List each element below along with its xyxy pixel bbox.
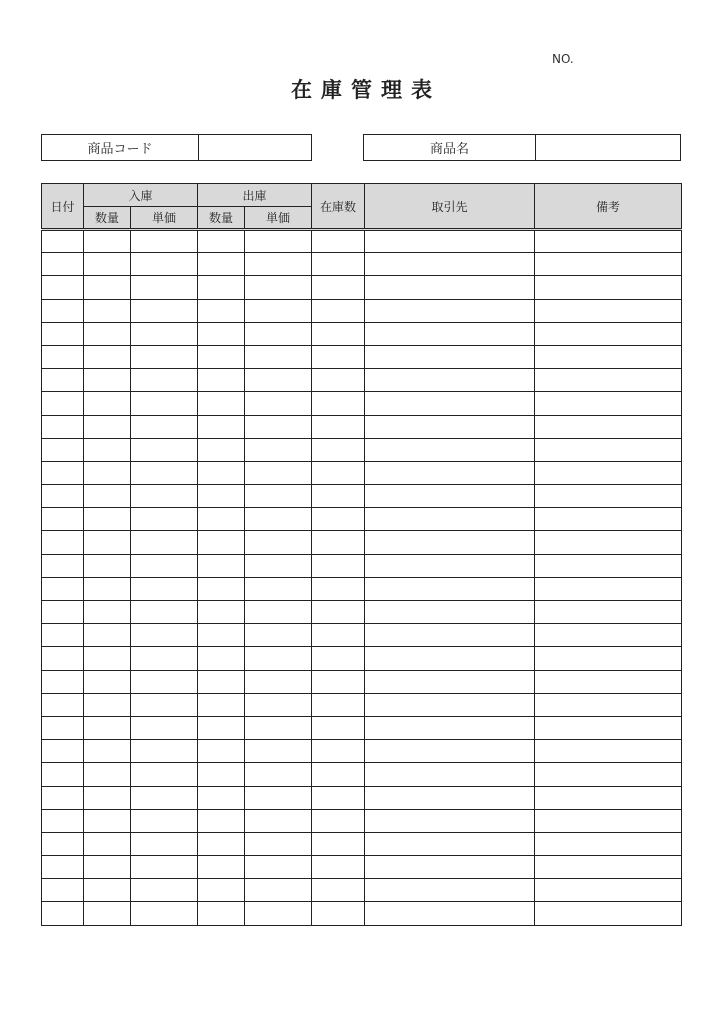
product-code-box [41,134,312,161]
cell-note[interactable] [535,230,682,253]
cell-note[interactable] [535,809,682,832]
cell-in-qty[interactable] [84,438,131,461]
cell-stock[interactable] [312,856,365,879]
cell-in-qty[interactable] [84,624,131,647]
cell-in-qty[interactable] [84,740,131,763]
cell-note[interactable] [535,879,682,902]
cell-stock[interactable] [312,253,365,276]
cell-out-price[interactable] [245,693,312,716]
cell-client[interactable] [365,670,535,693]
cell-client[interactable] [365,438,535,461]
table-row [42,670,682,693]
cell-in-qty[interactable] [84,601,131,624]
cell-client[interactable] [365,508,535,531]
cell-date[interactable] [42,624,84,647]
cell-in-qty[interactable] [84,461,131,484]
cell-client[interactable] [365,763,535,786]
cell-in-qty[interactable] [84,230,131,253]
cell-note[interactable] [535,299,682,322]
cell-out-qty[interactable] [198,554,245,577]
cell-in-price[interactable] [131,693,198,716]
cell-out-qty[interactable] [198,508,245,531]
cell-note[interactable] [535,508,682,531]
cell-in-qty[interactable] [84,554,131,577]
cell-date[interactable] [42,276,84,299]
cell-out-qty[interactable] [198,322,245,345]
cell-in-price[interactable] [131,253,198,276]
cell-out-price[interactable] [245,276,312,299]
cell-out-qty[interactable] [198,438,245,461]
cell-stock[interactable] [312,740,365,763]
cell-date[interactable] [42,554,84,577]
cell-date[interactable] [42,763,84,786]
table-row [42,554,682,577]
cell-out-qty[interactable] [198,392,245,415]
cell-date[interactable] [42,345,84,368]
cell-note[interactable] [535,485,682,508]
cell-out-price[interactable] [245,577,312,600]
cell-in-price[interactable] [131,276,198,299]
cell-in-qty[interactable] [84,763,131,786]
cell-out-qty[interactable] [198,345,245,368]
cell-client[interactable] [365,369,535,392]
cell-out-price[interactable] [245,253,312,276]
cell-client[interactable] [365,786,535,809]
cell-date[interactable] [42,879,84,902]
cell-note[interactable] [535,647,682,670]
cell-in-price[interactable] [131,392,198,415]
table-row [42,531,682,554]
table-row [42,832,682,855]
cell-date[interactable] [42,461,84,484]
cell-date[interactable] [42,485,84,508]
cell-in-price[interactable] [131,601,198,624]
cell-note[interactable] [535,601,682,624]
table-row [42,624,682,647]
cell-out-qty[interactable] [198,809,245,832]
cell-in-price[interactable] [131,809,198,832]
cell-out-qty[interactable] [198,276,245,299]
cell-in-price[interactable] [131,508,198,531]
cell-in-price[interactable] [131,902,198,925]
cell-client[interactable] [365,276,535,299]
cell-out-qty[interactable] [198,485,245,508]
cell-out-price[interactable] [245,299,312,322]
cell-out-qty[interactable] [198,369,245,392]
product-name-label: 商品名 [364,135,536,160]
cell-out-price[interactable] [245,461,312,484]
cell-out-price[interactable] [245,392,312,415]
cell-in-price[interactable] [131,624,198,647]
cell-out-price[interactable] [245,647,312,670]
table-row [42,647,682,670]
cell-in-price[interactable] [131,670,198,693]
cell-date[interactable] [42,693,84,716]
cell-stock[interactable] [312,322,365,345]
cell-client[interactable] [365,253,535,276]
cell-date[interactable] [42,438,84,461]
cell-note[interactable] [535,345,682,368]
cell-client[interactable] [365,856,535,879]
cell-stock[interactable] [312,461,365,484]
cell-in-qty[interactable] [84,693,131,716]
cell-in-qty[interactable] [84,345,131,368]
cell-out-qty[interactable] [198,879,245,902]
cell-out-price[interactable] [245,485,312,508]
cell-out-qty[interactable] [198,740,245,763]
cell-date[interactable] [42,809,84,832]
header-in-qty: 数量 [84,207,131,230]
cell-out-qty[interactable] [198,693,245,716]
cell-in-qty[interactable] [84,299,131,322]
cell-date[interactable] [42,786,84,809]
cell-in-qty[interactable] [84,276,131,299]
cell-out-price[interactable] [245,554,312,577]
cell-in-qty[interactable] [84,485,131,508]
cell-stock[interactable] [312,902,365,925]
cell-out-price[interactable] [245,809,312,832]
table-row [42,438,682,461]
cell-out-price[interactable] [245,716,312,739]
cell-in-qty[interactable] [84,647,131,670]
table-row [42,299,682,322]
cell-date[interactable] [42,832,84,855]
cell-in-price[interactable] [131,438,198,461]
table-row [42,577,682,600]
cell-in-price[interactable] [131,461,198,484]
cell-out-price[interactable] [245,322,312,345]
header-stock-count: 在庫数 [312,184,365,230]
cell-client[interactable] [365,345,535,368]
cell-date[interactable] [42,856,84,879]
cell-note[interactable] [535,438,682,461]
table-row [42,322,682,345]
cell-client[interactable] [365,392,535,415]
cell-in-qty[interactable] [84,902,131,925]
page-title: 在庫管理表 [291,78,441,102]
cell-note[interactable] [535,577,682,600]
product-name-box [363,134,681,161]
cell-note[interactable] [535,322,682,345]
table-row [42,461,682,484]
cell-note[interactable] [535,624,682,647]
cell-in-qty[interactable] [84,809,131,832]
cell-in-qty[interactable] [84,786,131,809]
cell-out-price[interactable] [245,832,312,855]
cell-stock[interactable] [312,392,365,415]
cell-note[interactable] [535,253,682,276]
cell-out-price[interactable] [245,786,312,809]
cell-out-price[interactable] [245,508,312,531]
cell-out-price[interactable] [245,670,312,693]
cell-client[interactable] [365,554,535,577]
cell-in-price[interactable] [131,786,198,809]
cell-client[interactable] [365,461,535,484]
cell-date[interactable] [42,392,84,415]
cell-note[interactable] [535,740,682,763]
table-row [42,902,682,925]
table-row [42,392,682,415]
cell-date[interactable] [42,670,84,693]
cell-in-price[interactable] [131,647,198,670]
cell-stock[interactable] [312,276,365,299]
cell-in-qty[interactable] [84,369,131,392]
cell-stock[interactable] [312,786,365,809]
cell-note[interactable] [535,832,682,855]
cell-out-price[interactable] [245,902,312,925]
cell-in-price[interactable] [131,716,198,739]
cell-in-price[interactable] [131,415,198,438]
cell-out-qty[interactable] [198,856,245,879]
cell-in-qty[interactable] [84,508,131,531]
cell-date[interactable] [42,601,84,624]
table-row [42,786,682,809]
cell-client[interactable] [365,322,535,345]
cell-out-qty[interactable] [198,902,245,925]
cell-in-qty[interactable] [84,832,131,855]
table-row [42,856,682,879]
cell-out-qty[interactable] [198,230,245,253]
header-note: 備考 [535,184,682,230]
cell-out-qty[interactable] [198,763,245,786]
cell-in-price[interactable] [131,531,198,554]
cell-in-price[interactable] [131,856,198,879]
cell-stock[interactable] [312,230,365,253]
table-row [42,253,682,276]
cell-out-qty[interactable] [198,253,245,276]
cell-date[interactable] [42,230,84,253]
cell-note[interactable] [535,716,682,739]
cell-stock[interactable] [312,693,365,716]
cell-client[interactable] [365,531,535,554]
cell-out-price[interactable] [245,879,312,902]
cell-in-price[interactable] [131,369,198,392]
cell-stock[interactable] [312,415,365,438]
cell-client[interactable] [365,601,535,624]
cell-out-price[interactable] [245,369,312,392]
header-out-price: 単価 [245,207,312,230]
cell-note[interactable] [535,763,682,786]
product-code-label: 商品コード [42,135,199,160]
cell-out-price[interactable] [245,763,312,786]
table-row [42,508,682,531]
cell-in-price[interactable] [131,485,198,508]
cell-client[interactable] [365,693,535,716]
cell-note[interactable] [535,531,682,554]
cell-client[interactable] [365,624,535,647]
cell-stock[interactable] [312,601,365,624]
product-name-field[interactable] [536,135,680,160]
cell-out-price[interactable] [245,415,312,438]
cell-note[interactable] [535,856,682,879]
cell-out-qty[interactable] [198,624,245,647]
cell-stock[interactable] [312,716,365,739]
cell-out-qty[interactable] [198,716,245,739]
cell-in-qty[interactable] [84,322,131,345]
cell-in-price[interactable] [131,345,198,368]
cell-stock[interactable] [312,531,365,554]
inventory-table [41,183,682,926]
table-row [42,415,682,438]
cell-note[interactable] [535,461,682,484]
cell-out-qty[interactable] [198,415,245,438]
table-row [42,879,682,902]
cell-stock[interactable] [312,299,365,322]
cell-in-qty[interactable] [84,670,131,693]
header-in-price: 単価 [131,207,198,230]
header-date: 日付 [42,184,84,230]
cell-note[interactable] [535,392,682,415]
cell-in-qty[interactable] [84,577,131,600]
cell-stock[interactable] [312,763,365,786]
cell-client[interactable] [365,716,535,739]
cell-client[interactable] [365,230,535,253]
cell-in-price[interactable] [131,879,198,902]
cell-client[interactable] [365,647,535,670]
cell-stock[interactable] [312,554,365,577]
cell-date[interactable] [42,716,84,739]
cell-note[interactable] [535,415,682,438]
cell-stock[interactable] [312,485,365,508]
cell-client[interactable] [365,485,535,508]
cell-out-qty[interactable] [198,832,245,855]
cell-date[interactable] [42,740,84,763]
cell-date[interactable] [42,647,84,670]
cell-stock[interactable] [312,647,365,670]
cell-out-qty[interactable] [198,601,245,624]
cell-client[interactable] [365,832,535,855]
cell-client[interactable] [365,879,535,902]
cell-stock[interactable] [312,508,365,531]
cell-stock[interactable] [312,577,365,600]
product-code-field[interactable] [199,135,311,160]
cell-client[interactable] [365,577,535,600]
cell-date[interactable] [42,508,84,531]
header-stock-in: 入庫 [84,184,198,207]
cell-client[interactable] [365,740,535,763]
header-client: 取引先 [365,184,535,230]
cell-out-qty[interactable] [198,531,245,554]
cell-out-price[interactable] [245,740,312,763]
cell-date[interactable] [42,415,84,438]
cell-out-qty[interactable] [198,299,245,322]
cell-out-qty[interactable] [198,647,245,670]
cell-stock[interactable] [312,345,365,368]
cell-in-qty[interactable] [84,392,131,415]
cell-in-price[interactable] [131,230,198,253]
cell-in-price[interactable] [131,577,198,600]
cell-out-price[interactable] [245,531,312,554]
cell-date[interactable] [42,322,84,345]
cell-client[interactable] [365,902,535,925]
table-row [42,809,682,832]
cell-in-price[interactable] [131,299,198,322]
cell-in-qty[interactable] [84,716,131,739]
table-row [42,230,682,253]
cell-date[interactable] [42,369,84,392]
cell-date[interactable] [42,253,84,276]
cell-out-price[interactable] [245,230,312,253]
cell-note[interactable] [535,276,682,299]
cell-stock[interactable] [312,809,365,832]
cell-in-price[interactable] [131,763,198,786]
cell-note[interactable] [535,786,682,809]
cell-in-price[interactable] [131,832,198,855]
cell-client[interactable] [365,299,535,322]
cell-out-qty[interactable] [198,786,245,809]
cell-in-price[interactable] [131,322,198,345]
table-row [42,276,682,299]
cell-out-qty[interactable] [198,577,245,600]
cell-in-qty[interactable] [84,531,131,554]
cell-stock[interactable] [312,879,365,902]
cell-stock[interactable] [312,624,365,647]
table-body [42,230,682,926]
cell-date[interactable] [42,531,84,554]
cell-client[interactable] [365,415,535,438]
cell-note[interactable] [535,554,682,577]
cell-stock[interactable] [312,438,365,461]
cell-stock[interactable] [312,670,365,693]
cell-in-qty[interactable] [84,879,131,902]
cell-in-qty[interactable] [84,856,131,879]
cell-out-price[interactable] [245,345,312,368]
cell-client[interactable] [365,809,535,832]
cell-out-price[interactable] [245,624,312,647]
table-row [42,693,682,716]
number-label: NO. [552,52,574,66]
cell-date[interactable] [42,577,84,600]
table-row [42,485,682,508]
cell-note[interactable] [535,369,682,392]
header-stock-out: 出庫 [198,184,312,207]
table-row [42,763,682,786]
cell-note[interactable] [535,670,682,693]
cell-out-price[interactable] [245,438,312,461]
cell-note[interactable] [535,693,682,716]
cell-in-price[interactable] [131,740,198,763]
table-row [42,740,682,763]
cell-stock[interactable] [312,832,365,855]
cell-out-qty[interactable] [198,461,245,484]
cell-note[interactable] [535,902,682,925]
cell-in-price[interactable] [131,554,198,577]
table-row [42,601,682,624]
table-row [42,369,682,392]
cell-in-qty[interactable] [84,415,131,438]
table-row [42,345,682,368]
cell-out-price[interactable] [245,856,312,879]
table-row [42,716,682,739]
header-out-qty: 数量 [198,207,245,230]
cell-in-qty[interactable] [84,253,131,276]
cell-date[interactable] [42,299,84,322]
cell-out-qty[interactable] [198,670,245,693]
cell-stock[interactable] [312,369,365,392]
cell-out-price[interactable] [245,601,312,624]
cell-date[interactable] [42,902,84,925]
